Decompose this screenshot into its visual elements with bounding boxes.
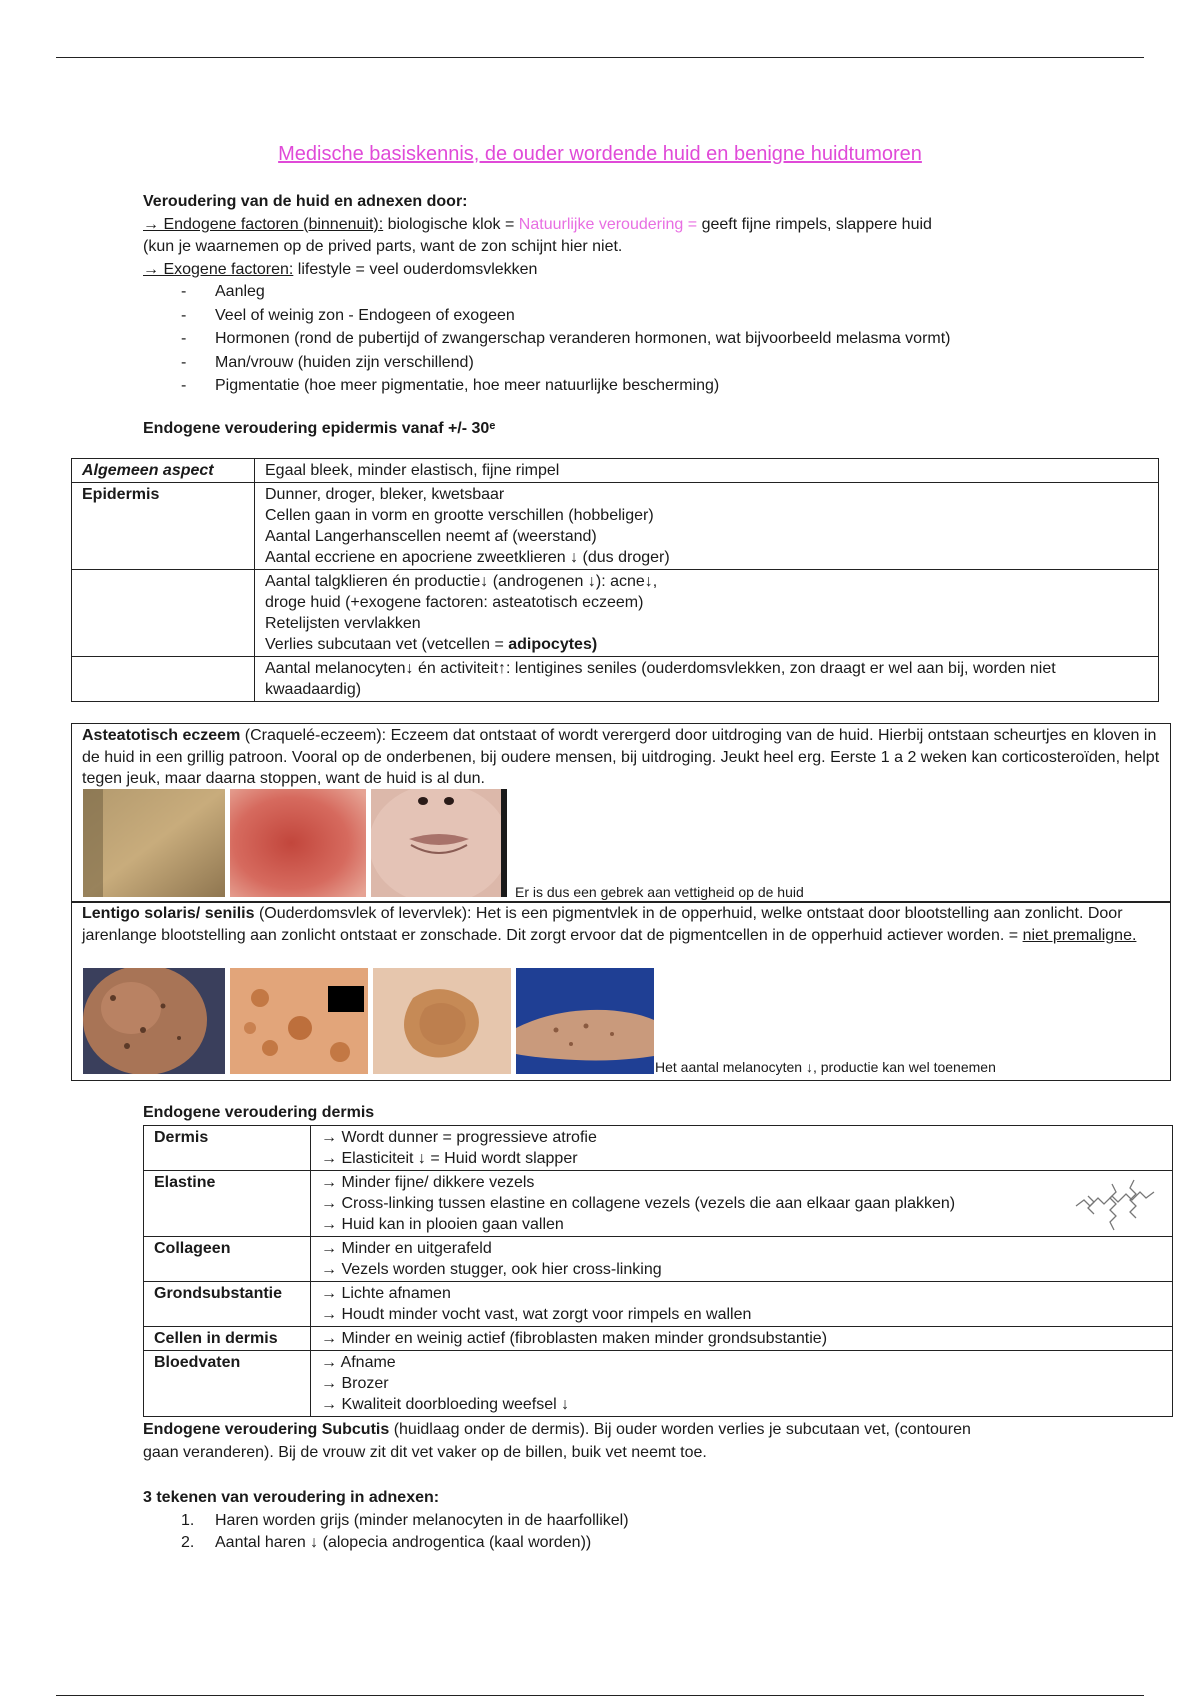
subcutis-paragraph: Endogene veroudering Subcutis (huidlaag onder de dermis). Bij ouder worden verlies je subcutaan vet, (contouren gaan veranderen). Bij de vrouw zit dit vet vaker op de billen, buik vet neemt toe. — [143, 1421, 971, 1461]
intro-section — [143, 191, 1103, 398]
table-cell-label — [72, 657, 255, 702]
endogene-line: → Endogene factoren (binnenuit): biologische klok = Natuurlijke veroudering = geeft fijne rimpels, slappere huid — [143, 215, 932, 233]
table-cell-label — [72, 570, 255, 657]
epidermis-table — [71, 458, 1159, 702]
table-cell: → Minder fijne/ dikkere vezels → Cross-linking tussen elastine en collagene vezels (vezels die aan elkaar gaan plakken) → Huid kan in plooien gaan vallen — [311, 1171, 1173, 1237]
list-item: 1. Haren worden grijs (minder melanocyten in de haarfollikel) — [181, 1511, 629, 1529]
table-cell-label: Collageen — [144, 1237, 311, 1282]
dermis-heading: Endogene veroudering dermis — [143, 1104, 375, 1121]
adnexen-section — [143, 1487, 1103, 1555]
table-row — [144, 1282, 1173, 1327]
table-row — [144, 1327, 1173, 1351]
table-cell-label: Elastine — [144, 1171, 311, 1237]
table-cell: → Wordt dunner = progressieve atrofie → Elasticiteit ↓ = Huid wordt slapper — [311, 1126, 1173, 1171]
table-row — [72, 459, 1159, 483]
factor-list — [143, 281, 1103, 398]
table-cell: Egaal bleek, minder elastisch, fijne rimpel — [255, 459, 1159, 483]
table-row — [72, 483, 1159, 570]
endogene-line-2: (kun je waarnemen op de prived parts, want de zon schijnt hier niet. — [143, 238, 623, 255]
eczeem-caption: Er is dus een gebrek aan vettigheid op de huid — [515, 884, 804, 900]
table-row — [144, 1126, 1173, 1171]
table-cell: → Minder en uitgerafeld → Vezels worden stugger, ook hier cross-linking — [311, 1237, 1173, 1282]
lentigo-spots-photo — [230, 968, 368, 1074]
eczeem-leg-photo — [83, 789, 225, 897]
table-cell-label: Grondsubstantie — [144, 1282, 311, 1327]
table-row — [72, 657, 1159, 702]
table-cell-label: Epidermis — [72, 483, 255, 570]
list-item: - Veel of weinig zon - Endogeen of exogeen — [143, 305, 1103, 328]
table-cell-label: Cellen in dermis — [144, 1327, 311, 1351]
table-cell: Dunner, droger, bleker, kwetsbaar Cellen gaan in vorm en grootte verschillen (hobbeliger) Aantal Langerhanscellen neemt af (weerstand) Aantal eccriene en apocriene zweetklieren ↓ (dus droger) — [255, 483, 1159, 570]
list-item: - Man/vrouw (huiden zijn verschillend) — [143, 352, 1103, 375]
eczeem-text: Asteatotisch eczeem (Craquelé-eczeem): Eczeem dat ontstaat of wordt verergerd door uitdroging van de huid. Hierbij ontstaan scheurtjes en kloven in de huid in een grillig patroon. Vooral op de onderbenen, bij oudere mensen, bij uitdroging. Jeukt heel erg. Eerste 1 a 2 weken kan corticosteroïden, helpt tegen jeuk, maar daarna stoppen, want de huid is al dun. — [82, 727, 1160, 787]
top-rule — [56, 57, 1144, 58]
eczeem-redness-photo — [230, 789, 366, 897]
list-item: - Aanleg — [143, 281, 1103, 304]
table-cell-label: Dermis — [144, 1126, 311, 1171]
lentigo-box — [71, 901, 1171, 1081]
table-row — [144, 1171, 1173, 1237]
table-row — [144, 1237, 1173, 1282]
eczeem-box — [71, 723, 1171, 903]
intro-heading: Veroudering van de huid en adnexen door: — [143, 193, 468, 210]
page-title: Medische basiskennis, de ouder wordende huid en benigne huidtumoren — [278, 143, 922, 165]
adnexen-list — [143, 1510, 1103, 1555]
epidermis-heading: Endogene veroudering epidermis vanaf +/- 30ᵉ — [143, 420, 496, 437]
list-item: - Hormonen (rond de pubertijd of zwangerschap veranderen hormonen, wat bijvoorbeeld melasma vormt) — [143, 328, 1103, 351]
table-cell: Aantal talgklieren én productie↓ (androgenen ↓): acne↓, droge huid (+exogene factoren: asteatotisch eczeem) Retelijsten vervlakken Verlies subcutaan vet (vetcellen = adipocytes) — [255, 570, 1159, 657]
cross-linking-sketch-icon — [1072, 1176, 1168, 1232]
lentigo-closeup-photo — [373, 968, 511, 1074]
exogene-line: → Exogene factoren: lifestyle = veel ouderdomsvlekken — [143, 260, 538, 278]
list-item: 2. Aantal haren ↓ (alopecia androgentica (kaal worden)) — [181, 1534, 592, 1551]
table-row — [72, 570, 1159, 657]
dermis-table — [143, 1125, 1173, 1417]
eczeem-face-photo — [371, 789, 507, 897]
table-cell-label: Bloedvaten — [144, 1351, 311, 1417]
adnexen-heading: 3 tekenen van veroudering in adnexen: — [143, 1489, 440, 1506]
table-cell: Aantal melanocyten↓ én activiteit↑: lentigines seniles (ouderdomsvlekken, zon draagt er wel aan bij, worden niet kwaadaardig) — [255, 657, 1159, 702]
lentigo-text: Lentigo solaris/ senilis (Ouderdomsvlek of levervlek): Het is een pigmentvlek in de opperhuid, welke ontstaat door blootstelling aan zonlicht. Door jarenlange blootstelling aan zonlicht ontstaat er zonschade. Dit zorgt ervoor dat de pigmentcellen in de opperhuid actiever worden. = niet premaligne. — [82, 905, 1137, 944]
table-row — [144, 1351, 1173, 1417]
table-cell-label: Algemeen aspect — [72, 459, 255, 483]
table-cell: → Afname → Brozer → Kwaliteit doorbloeding weefsel ↓ — [311, 1351, 1173, 1417]
bottom-rule — [56, 1695, 1144, 1696]
lentigo-caption: Het aantal melanocyten ↓, productie kan wel toenemen — [655, 1059, 996, 1075]
lentigo-hand-photo — [516, 968, 654, 1074]
table-cell: → Minder en weinig actief (fibroblasten maken minder grondsubstantie) — [311, 1327, 1173, 1351]
table-cell: → Lichte afnamen → Houdt minder vocht vast, wat zorgt voor rimpels en wallen — [311, 1282, 1173, 1327]
lentigo-face-photo — [83, 968, 225, 1074]
list-item: - Pigmentatie (hoe meer pigmentatie, hoe meer natuurlijke bescherming) — [143, 375, 1103, 398]
